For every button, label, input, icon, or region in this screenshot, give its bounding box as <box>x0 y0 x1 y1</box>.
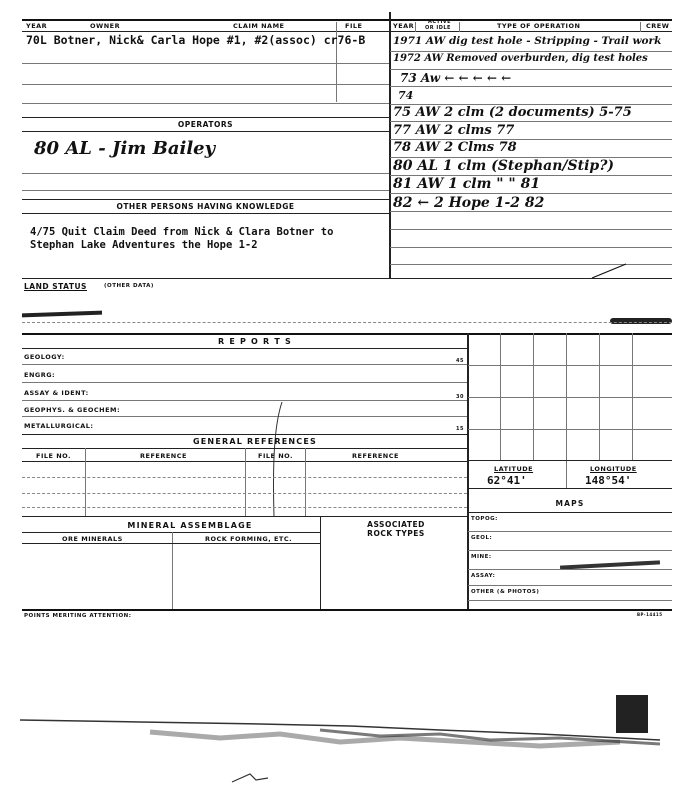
operation-entry: 77 AW 2 clms 77 <box>393 123 515 138</box>
operators-label: OPERATORS <box>177 120 234 129</box>
refs-divider <box>245 448 246 516</box>
header-active: ACTIVE <box>428 19 452 25</box>
longitude-value: 148°54' <box>585 474 632 487</box>
ops-line-10 <box>390 211 672 212</box>
ops-line-1 <box>390 51 672 52</box>
refs-line <box>22 477 467 478</box>
assoc-label-2: ROCK TYPES <box>367 529 425 538</box>
reports-bottom-line <box>22 434 467 435</box>
land-status-sub: (OTHER DATA) <box>104 283 154 289</box>
maps-line <box>468 531 672 532</box>
reports-title-line <box>22 348 467 349</box>
assoc-divider <box>320 516 321 609</box>
header-crew: CREW <box>646 22 670 30</box>
operation-entry: 73 Aw ← ← ← ← ← <box>400 71 512 85</box>
maps-row-geol: GEOL: <box>471 535 493 541</box>
other-persons-underline <box>22 213 389 214</box>
operators-underline <box>22 131 389 132</box>
refs-bottom-line <box>22 516 467 517</box>
scan-smear <box>610 318 672 324</box>
other-persons-label: OTHER PERSONS HAVING KNOWLEDGE <box>116 202 295 211</box>
pen-stroke <box>590 260 630 280</box>
refs-line <box>22 493 467 494</box>
land-status-line <box>22 322 672 323</box>
refs-line <box>22 507 467 508</box>
form-number: BP-14415 <box>637 612 663 617</box>
refs-col-reference-2: REFERENCE <box>352 452 399 460</box>
points-label: POINTS MERITING ATTENTION: <box>24 613 132 619</box>
general-refs-title: GENERAL REFERENCES <box>193 437 317 446</box>
other-persons-top-line <box>22 199 389 200</box>
year-col-divider <box>415 22 416 32</box>
scale-mark: 30 <box>456 394 464 400</box>
scan-mark <box>230 770 270 784</box>
longitude-label: LONGITUDE <box>590 465 637 473</box>
maps-row-topog: TOPOG: <box>471 516 498 522</box>
ops-line-9 <box>390 193 672 194</box>
latitude-label: LATITUDE <box>494 465 534 473</box>
maps-line <box>468 585 672 586</box>
report-line <box>22 364 467 365</box>
refs-col-reference: REFERENCE <box>140 452 187 460</box>
header-underline <box>22 31 672 32</box>
operation-entry: 75 AW 2 clm (2 documents) 5-75 <box>393 105 632 120</box>
maps-line <box>468 550 672 551</box>
pen-stroke <box>262 400 292 520</box>
ore-minerals-label: ORE MINERALS <box>62 535 123 543</box>
rock-forming-label: ROCK FORMING, ETC. <box>205 535 293 543</box>
operation-entry: 1972 AW Removed overburden, dig test holes <box>393 53 648 64</box>
owner-line-2 <box>22 63 389 64</box>
scan-noise-band <box>20 712 675 752</box>
active-col-divider <box>459 22 460 32</box>
header-type-of-operation: TYPE OF OPERATION <box>497 22 581 30</box>
latlong-divider <box>566 461 567 488</box>
operators-top-line <box>22 117 389 118</box>
operators-line-3 <box>22 190 389 191</box>
report-line <box>22 416 467 417</box>
refs-col-file-no: FILE NO. <box>36 452 71 460</box>
report-row-engrg: ENGRG: <box>24 371 56 379</box>
report-line <box>22 382 467 383</box>
maps-line <box>468 600 672 601</box>
scale-mark: 45 <box>456 358 464 364</box>
header-claim-name: CLAIM NAME <box>233 22 285 30</box>
grid-bottom <box>468 460 672 461</box>
scan-smear <box>22 311 102 318</box>
crew-col-divider <box>640 22 641 32</box>
operation-entry: 78 AW 2 Clms 78 <box>393 140 517 155</box>
header-year: YEAR <box>26 22 48 30</box>
operator-entry: 80 AL - Jim Bailey <box>34 138 216 159</box>
header-or-idle: OR IDLE <box>425 25 451 31</box>
header-year2: YEAR <box>393 22 415 30</box>
maps-row-mine: MINE: <box>471 554 492 560</box>
ops-line-3 <box>390 86 672 87</box>
assoc-label-1: ASSOCIATED <box>367 520 425 529</box>
operation-entry: 81 AW 1 clm " " 81 <box>393 176 541 192</box>
ops-line-11 <box>390 229 672 230</box>
report-row-geophys: GEOPHYS. & GEOCHEM: <box>24 406 121 414</box>
top-border <box>22 19 672 21</box>
maps-row-other: OTHER (& PHOTOS) <box>471 589 540 595</box>
operation-entry: 80 AL 1 clm (Stephan/Stip?) <box>393 158 615 174</box>
ops-line-2 <box>390 69 672 70</box>
refs-divider <box>305 448 306 516</box>
operation-entry: 74 <box>398 89 414 102</box>
other-persons-line1: 4/75 Quit Claim Deed from Nick & Clara Botner to <box>30 226 334 238</box>
latitude-value: 62°41' <box>487 474 527 487</box>
mineral-title-line <box>22 532 320 533</box>
owner-line-3 <box>22 84 389 85</box>
scale-mark: 15 <box>456 426 464 432</box>
maps-title-line <box>468 512 672 513</box>
operators-line-2 <box>22 173 389 174</box>
header-owner: OWNER <box>90 22 121 30</box>
maps-row-assay: ASSAY: <box>471 573 496 579</box>
mineral-header-line <box>22 543 320 544</box>
refs-col-file-no-2: FILE NO. <box>258 452 293 460</box>
ops-line-12 <box>390 247 672 248</box>
grid-row <box>468 397 672 398</box>
claim-entry: 70L Botner, Nick& Carla Hope #1, #2(assoc) cr76-B <box>26 33 366 47</box>
grid-row <box>468 365 672 366</box>
report-row-metallurgical: METALLURGICAL: <box>24 422 94 430</box>
maps-title: MAPS <box>555 499 585 508</box>
operation-entry: 1971 AW dig test hole - Stripping - Trail work <box>393 35 662 47</box>
report-row-assay: ASSAY & IDENT: <box>24 389 89 397</box>
reports-top-border <box>22 333 672 335</box>
reports-right-divider <box>467 333 469 609</box>
mineral-title: MINERAL ASSEMBLAGE <box>127 521 253 530</box>
ops-line-5 <box>390 121 672 122</box>
report-row-geology: GEOLOGY: <box>24 353 65 361</box>
owner-line-4 <box>22 103 389 104</box>
other-persons-line2: Stephan Lake Adventures the Hope 1-2 <box>30 239 258 251</box>
grid-row <box>468 429 672 430</box>
refs-divider <box>85 448 86 516</box>
reports-title: R E P O R T S <box>218 337 292 346</box>
header-file: FILE <box>345 22 363 30</box>
report-line <box>22 400 467 401</box>
latlong-bottom <box>468 488 672 489</box>
top-section-bottom <box>22 278 672 279</box>
land-status-label: LAND STATUS <box>24 282 87 291</box>
points-top-border <box>22 609 672 611</box>
operation-entry: 82 ← 2 Hope 1-2 82 <box>393 195 545 211</box>
maps-line <box>468 569 672 570</box>
